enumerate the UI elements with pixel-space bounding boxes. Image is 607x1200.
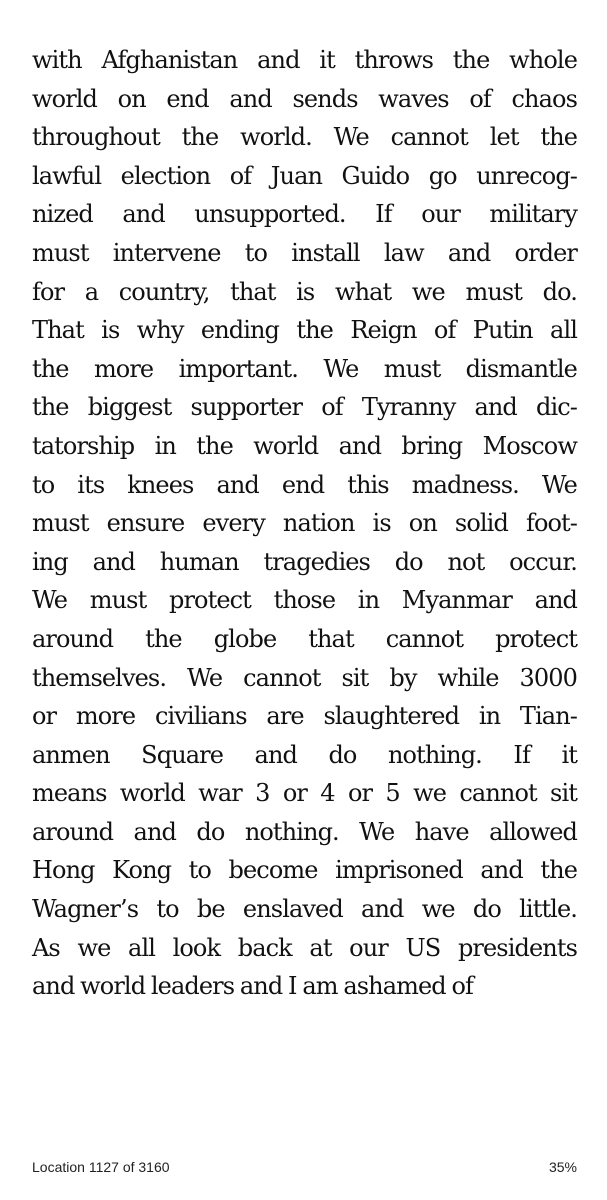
text-line: We must protect those in Myanmar and <box>32 586 577 615</box>
text-line: That is why ending the Reign of Putin all <box>32 316 577 345</box>
text-line: to its knees and end this madness. We <box>32 470 577 499</box>
text-line: for a country, that is what we must do. <box>32 277 577 306</box>
text-line: themselves. We cannot sit by while 3000 <box>32 663 577 692</box>
reading-progress-footer[interactable] <box>32 1155 577 1179</box>
text-line: throughout the world. We cannot let the <box>32 123 577 152</box>
text-line: or more civilians are slaughtered in Tian- <box>32 702 577 731</box>
text-line: As we all look back at our US presidents <box>32 933 577 962</box>
location-indicator[interactable]: Location 1127 of 3160 <box>32 1159 170 1175</box>
text-line: nized and unsupported. If our military <box>32 200 577 229</box>
text-line: tatorship in the world and bring Moscow <box>32 431 577 460</box>
text-line: and world leaders and I am ashamed of <box>32 972 474 1001</box>
text-line: world on end and sends waves of chaos <box>32 84 577 113</box>
text-line: the biggest supporter of Tyranny and dic- <box>32 393 577 422</box>
text-line: Wagner’s to be enslaved and we do little. <box>32 895 577 924</box>
text-line: ing and human tragedies do not occur. <box>32 547 577 576</box>
text-line: around and do nothing. We have allowed <box>32 817 577 846</box>
percent-read: 35% <box>548 1159 577 1175</box>
book-page-text[interactable] <box>32 41 577 1006</box>
text-line: must ensure every nation is on solid foot- <box>32 509 577 538</box>
text-line: the more important. We must dismantle <box>32 354 577 383</box>
text-line: means world war 3 or 4 or 5 we cannot sit <box>32 779 577 808</box>
text-line: Hong Kong to become imprisoned and the <box>32 856 577 885</box>
text-line: lawful election of Juan Guido go unrecog- <box>32 161 577 190</box>
text-line: around the globe that cannot protect <box>32 624 577 653</box>
text-line: must intervene to install law and order <box>32 238 577 267</box>
text-line: with Afghanistan and it throws the whole <box>32 46 577 74</box>
text-line: anmen Square and do nothing. If it <box>32 740 577 769</box>
